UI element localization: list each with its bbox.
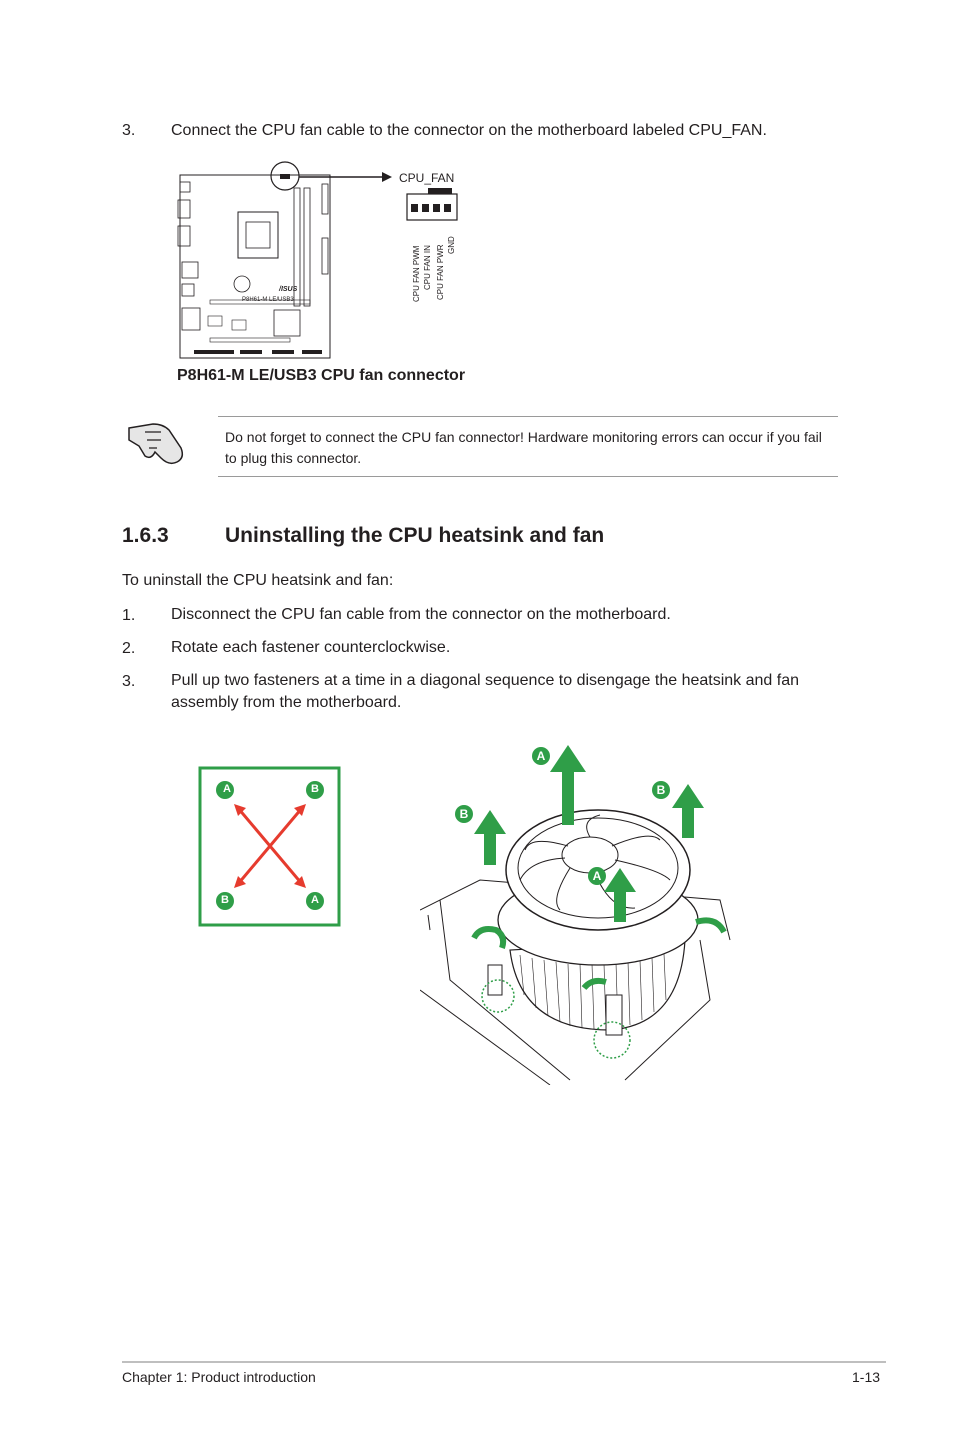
footer-rule (122, 1361, 886, 1363)
section-number: 1.6.3 (122, 524, 169, 547)
page-number: 1-13 (852, 1369, 881, 1385)
brand-logo: /ISUS (279, 286, 298, 293)
pin-label: GND (447, 236, 456, 254)
marker-b: B (311, 783, 319, 795)
footer-chapter: Chapter 1: Product introduction (122, 1369, 316, 1385)
step-text: Disconnect the CPU fan cable from the connector on the motherboard. (171, 606, 671, 623)
step-text: Connect the CPU fan cable to the connector on the motherboard labeled CPU_FAN. (171, 122, 767, 139)
heatsink-fan-illustration (420, 740, 740, 1085)
step-number: 3. (122, 122, 136, 139)
marker-b: B (656, 783, 666, 797)
board-label: P8H61-M LE/USB3 (242, 297, 294, 303)
pin-label: CPU FAN PWR (436, 244, 445, 300)
marker-a: A (311, 894, 319, 906)
note-text: Do not forget to connect the CPU fan connector! Hardware monitoring errors can occur if you fail to plug this connector. (225, 429, 822, 466)
step-text: Pull up two fasteners at a time in a diagonal sequence to disengage the heatsink and fan assembly from the motherboard. (171, 672, 799, 711)
marker-b: B (459, 807, 469, 821)
intro-text: To uninstall the CPU heatsink and fan: (122, 572, 394, 589)
pin-label: CPU FAN PWM (412, 245, 421, 302)
note-top-rule (218, 416, 838, 417)
step-text: Rotate each fastener counterclockwise. (171, 639, 451, 656)
marker-a: A (592, 869, 602, 883)
marker-b: B (221, 894, 229, 906)
note-bottom-rule (218, 476, 838, 477)
marker-a: A (536, 749, 546, 763)
section-title: Uninstalling the CPU heatsink and fan (225, 524, 605, 547)
step-number: 3. (122, 673, 136, 690)
step-number: 2. (122, 640, 136, 657)
pin-label: CPU FAN IN (423, 245, 432, 290)
step-number: 1. (122, 607, 136, 624)
hand-pointing-icon (125, 418, 187, 468)
figure-caption: P8H61-M LE/USB3 CPU fan connector (177, 367, 466, 384)
marker-a: A (223, 783, 231, 795)
connector-label: CPU_FAN (399, 171, 455, 185)
